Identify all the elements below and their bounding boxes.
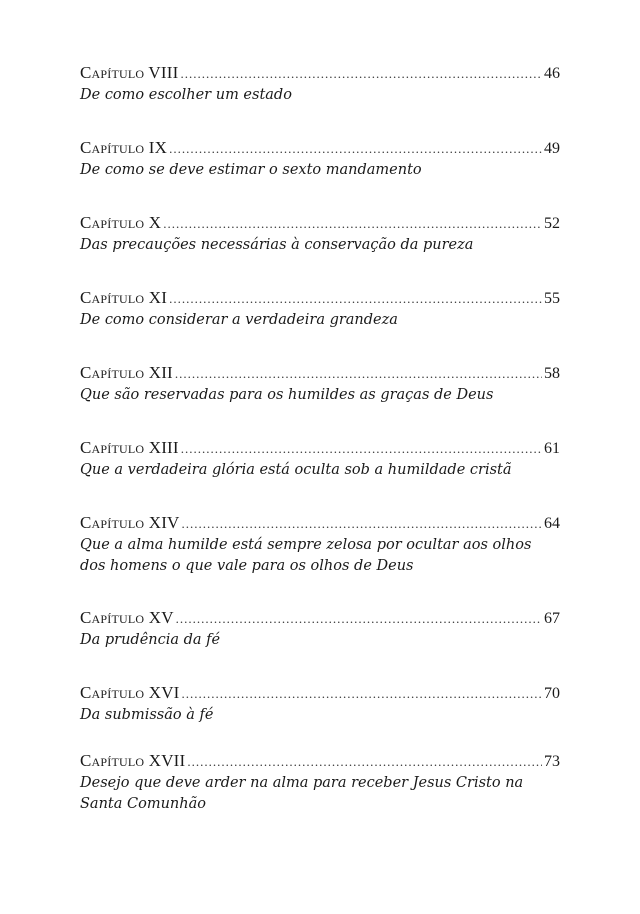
chapter-title: Que são reservadas para os humildes as graças de Deus (80, 387, 494, 403)
leader-dots (187, 749, 542, 775)
chapter-title: Da submissão à fé (80, 707, 214, 723)
chapter-title: Que a verdadeira glória está oculta sob a humildade cristã (80, 462, 512, 478)
chapter-title: Das precauções necessárias à conservação da pureza (80, 237, 474, 253)
chapter-label: Capítulo X (80, 213, 162, 232)
toc-entry-chapter-13[interactable] (80, 435, 560, 481)
toc-entry-head (80, 605, 560, 631)
page-number: 58 (544, 365, 560, 382)
page-number: 70 (544, 685, 560, 702)
page-number: 49 (544, 140, 560, 157)
chapter-label: Capítulo XVII (80, 751, 186, 770)
toc-entry-chapter-16[interactable] (80, 680, 560, 726)
page-number: 61 (544, 440, 560, 457)
chapter-title: De como se deve estimar o sexto mandamento (80, 162, 422, 178)
chapter-title: Da prudência da fé (80, 632, 221, 648)
toc-entry-head (80, 60, 560, 86)
leader-dots (182, 681, 542, 707)
chapter-label: Capítulo XIV (80, 513, 180, 532)
chapter-label: Capítulo XI (80, 288, 168, 307)
leader-dots (181, 436, 542, 462)
leader-dots (169, 286, 542, 312)
chapter-label: Capítulo VIII (80, 63, 179, 82)
chapter-label: Capítulo XII (80, 363, 173, 382)
toc-entry-chapter-8[interactable] (80, 60, 560, 106)
page-number: 46 (544, 65, 560, 82)
chapter-label: Capítulo XV (80, 608, 174, 627)
toc-entry-head (80, 135, 560, 161)
toc-entry-chapter-15[interactable] (80, 605, 560, 651)
leader-dots (182, 511, 542, 537)
chapter-label: Capítulo IX (80, 138, 168, 157)
toc-entry-head (80, 680, 560, 706)
toc-entry-head (80, 435, 560, 461)
toc-entry-head (80, 285, 560, 311)
toc-entry-chapter-12[interactable] (80, 360, 560, 406)
chapter-title: Desejo que deve arder na alma para receber Jesus Cristo na Santa Comunhão (80, 775, 524, 812)
page-number: 64 (544, 515, 560, 532)
toc-entry-chapter-11[interactable] (80, 285, 560, 331)
page-number: 73 (544, 753, 560, 770)
page-number: 55 (544, 290, 560, 307)
toc-entry-head (80, 360, 560, 386)
leader-dots (175, 361, 542, 387)
chapter-label: Capítulo XVI (80, 683, 180, 702)
leader-dots (169, 136, 542, 162)
chapter-title: De como considerar a verdadeira grandeza (80, 312, 398, 328)
toc-entry-chapter-17[interactable] (80, 748, 560, 815)
toc-entry-chapter-14[interactable] (80, 510, 560, 577)
chapter-title: Que a alma humilde está sempre zelosa por ocultar aos olhos dos homens o que vale para os olhos de Deus (80, 537, 532, 574)
leader-dots (176, 606, 542, 632)
toc-entry-head (80, 748, 560, 774)
toc-entry-chapter-10[interactable] (80, 210, 560, 256)
chapter-title: De como escolher um estado (80, 87, 292, 103)
toc-entry-head (80, 210, 560, 236)
leader-dots (180, 61, 542, 87)
toc-entry-head (80, 510, 560, 536)
leader-dots (163, 211, 542, 237)
page-number: 67 (544, 610, 560, 627)
toc-entry-chapter-9[interactable] (80, 135, 560, 181)
chapter-label: Capítulo XIII (80, 438, 179, 457)
page-number: 52 (544, 215, 560, 232)
